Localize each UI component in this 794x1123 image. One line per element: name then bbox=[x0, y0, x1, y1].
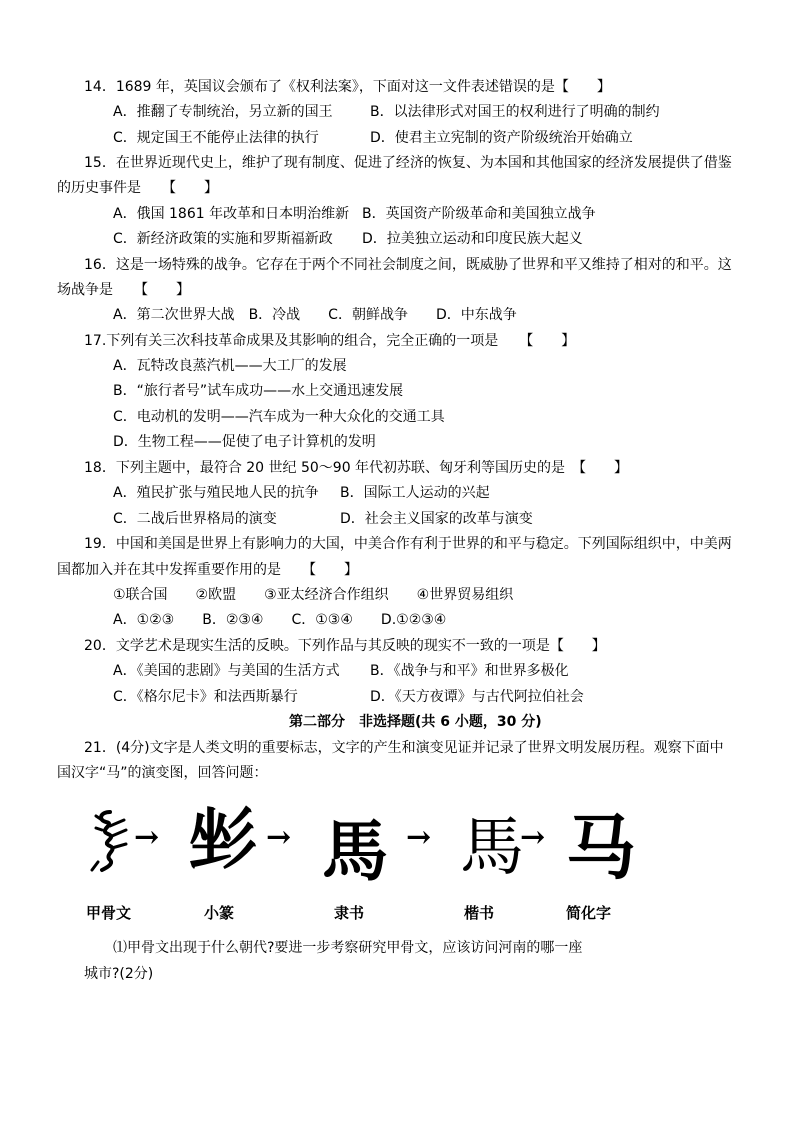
q17-option-c: C．电动机的发明——汽车成为一种大众化的交通工具 bbox=[113, 409, 445, 425]
q15-option-d: D．拉美独立运动和印度民族大起义 bbox=[362, 231, 583, 247]
q14-option-b: B．以法律形式对国王的权利进行了明确的制约 bbox=[370, 104, 660, 120]
caption-lishu: 隶书 bbox=[334, 904, 365, 922]
arrow-4: → bbox=[520, 820, 546, 855]
arrow-3: → bbox=[406, 820, 432, 855]
caption-jianhuazi: 简化字 bbox=[566, 904, 612, 922]
caption-kaishu: 楷书 bbox=[464, 904, 495, 922]
q20-option-c: C．《格尔尼卡》和法西斯暴行 bbox=[113, 689, 298, 705]
q19-stem-line1: 19．中国和美国是世界上有影响力的大国，中美合作有利于世界的和平与稳定。下列国际组织中，中美两 bbox=[84, 536, 732, 552]
q14-stem: 14．1689 年，英国议会颁布了《权利法案》，下面对这一文件表述错误的是【 】 bbox=[84, 79, 611, 95]
q21-sub1-line2: 城市?(2分) bbox=[84, 966, 154, 982]
kaishu-glyph: 馬 bbox=[460, 811, 524, 885]
jianhua-glyph: 马 bbox=[566, 806, 636, 889]
q18-option-a: A．殖民扩张与殖民地人民的抗争 bbox=[113, 485, 319, 501]
q15-option-b: B．英国资产阶级革命和美国独立战争 bbox=[362, 206, 596, 222]
q18-option-c: C．二战后世界格局的演变 bbox=[113, 511, 277, 527]
section-heading: 第二部分 非选择题(共 6 小题，30 分) bbox=[289, 714, 542, 730]
caption-xiaozhuan: 小篆 bbox=[204, 904, 235, 922]
arrow-2: → bbox=[266, 820, 292, 855]
q19-items: ①联合国 ②欧盟 ③亚太经济合作组织 ④世界贸易组织 bbox=[113, 587, 514, 603]
q17-option-a: A．瓦特改良蒸汽机——大工厂的发展 bbox=[113, 358, 347, 374]
arrow-1: → bbox=[134, 820, 160, 855]
q21-stem-line2: 国汉字“马”的演变图，回答问题： bbox=[57, 765, 268, 781]
q14-option-d: D．使君主立宪制的资产阶级统治开始确立 bbox=[370, 130, 633, 146]
q20-stem: 20．文学艺术是现实生活的反映。下列作品与其反映的现实不一致的一项是【 】 bbox=[84, 638, 606, 654]
character-evolution-figure bbox=[80, 788, 660, 922]
q17-stem: 17.下列有关三次科技革命成果及其影响的组合，完全正确的一项是 【 】 bbox=[84, 333, 576, 349]
q16-stem-line2: 场战争是 【 】 bbox=[57, 282, 190, 298]
q15-stem-line2: 的历史事件是 【 】 bbox=[57, 180, 218, 196]
xiaozhuan-glyph: 𢒐 bbox=[188, 799, 258, 882]
q20-option-a: A．《美国的悲剧》与美国的生活方式 bbox=[113, 663, 340, 679]
q16-stem-line1: 16．这是一场特殊的战争。它存在于两个不同社会制度之间，既威胁了世界和平又维持了相对的和平。这 bbox=[84, 257, 732, 273]
oracle-bone-ma-glyph bbox=[88, 806, 134, 876]
q15-stem-line1: 15．在世界近现代史上，维护了现有制度、促进了经济的恢复、为本国和其他国家的经济发展提供了借鉴 bbox=[84, 155, 732, 171]
q16-options: A．第二次世界大战 B．冷战 C．朝鲜战争 D．中东战争 bbox=[113, 307, 517, 323]
q18-stem: 18．下列主题中，最符合 20 世纪 50～90 年代初苏联、匈牙利等国历史的是 【 】 bbox=[84, 460, 629, 476]
q15-option-a: A．俄国 1861 年改革和日本明治维新 bbox=[113, 206, 350, 222]
q14-option-a: A．推翻了专制统治，另立新的国王 bbox=[113, 104, 333, 120]
q15-option-c: C．新经济政策的实施和罗斯福新政 bbox=[113, 231, 333, 247]
q21-sub1-line1: ⑴甲骨文出现于什么朝代?要进一步考察研究甲骨文，应该访问河南的哪一座 bbox=[113, 940, 583, 956]
q18-option-d: D．社会主义国家的改革与演变 bbox=[340, 511, 533, 527]
q17-option-d: D．生物工程——促使了电子计算机的发明 bbox=[113, 434, 376, 450]
q18-option-b: B．国际工人运动的兴起 bbox=[340, 485, 490, 501]
q17-option-b: B．“旅行者号”试车成功——水上交通迅速发展 bbox=[113, 383, 404, 399]
q19-stem-line2: 国都加入并在其中发挥重要作用的是 【 】 bbox=[57, 562, 358, 578]
q21-stem-line1: 21．(4分)文字是人类文明的重要标志，文字的产生和演变见证并记录了世界文明发展历程。观察下面中 bbox=[84, 740, 724, 756]
q20-option-d: D．《天方夜谭》与古代阿拉伯社会 bbox=[370, 689, 584, 705]
q19-options: A．①②③ B．②③④ C．①③④ D.①②③④ bbox=[113, 612, 447, 628]
q20-option-b: B．《战争与和平》和世界多极化 bbox=[370, 663, 569, 679]
q14-option-c: C．规定国王不能停止法律的执行 bbox=[113, 130, 319, 146]
caption-jiaguwen: 甲骨文 bbox=[86, 904, 132, 922]
lishu-glyph: 馬 bbox=[322, 812, 388, 890]
